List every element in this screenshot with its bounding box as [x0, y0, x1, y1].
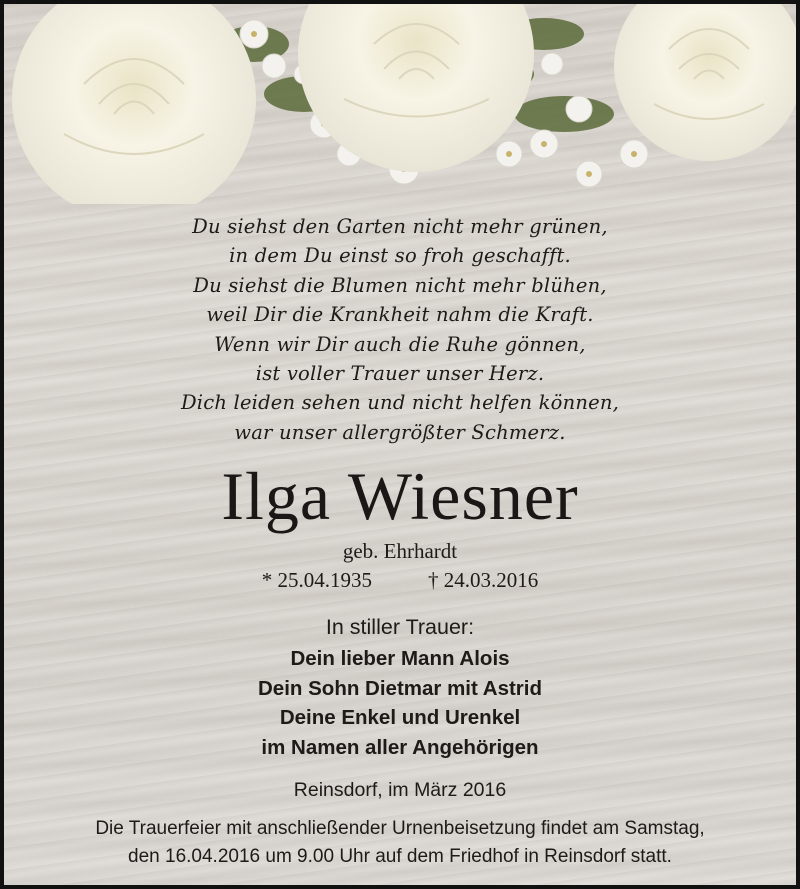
- poem-line: Du siehst die Blumen nicht mehr blühen,: [193, 273, 607, 297]
- mourning-heading: In stiller Trauer:: [325, 615, 475, 639]
- birth-date: * 25.04.1935: [261, 568, 372, 592]
- poem-line: Dich leiden sehen und nicht helfen können,: [180, 391, 620, 415]
- deceased-name: Ilga Wiesner: [221, 458, 579, 534]
- death-date: † 24.03.2016: [428, 568, 539, 592]
- white-roses-image: [4, 4, 796, 204]
- poem-line: war unser allergrößter Schmerz.: [234, 420, 566, 444]
- mourner-line: Deine Enkel und Urenkel: [279, 706, 521, 729]
- poem-line: Wenn wir Dir auch die Ruhe gönnen,: [214, 332, 586, 356]
- mourner-line: Dein Sohn Dietmar mit Astrid: [258, 676, 542, 700]
- memorial-poem: [4, 212, 796, 447]
- life-dates: [4, 566, 796, 594]
- place-date: Reinsdorf, im März 2016: [293, 779, 507, 801]
- mourner-line: im Namen aller Angehörigen: [261, 735, 539, 759]
- poem-line: ist voller Trauer unser Herz.: [255, 362, 545, 386]
- poem-line: weil Dir die Krankheit nahm die Kraft.: [206, 303, 594, 327]
- maiden-name: geb. Ehrhardt: [342, 539, 458, 563]
- notice-line: Die Trauerfeier mit anschließender Urnenbeisetzung findet am Samstag,: [95, 818, 705, 839]
- poem-line: Du siehst den Garten nicht mehr grünen,: [192, 215, 608, 238]
- mourners-list: [4, 644, 796, 762]
- poem-line: in dem Du einst so froh geschafft.: [229, 244, 571, 268]
- notice-line: den 16.04.2016 um 9.00 Uhr auf dem Friedhof in Reinsdorf statt.: [128, 845, 672, 867]
- mourner-line: Dein lieber Mann Alois: [290, 647, 510, 670]
- funeral-notice: [4, 815, 796, 870]
